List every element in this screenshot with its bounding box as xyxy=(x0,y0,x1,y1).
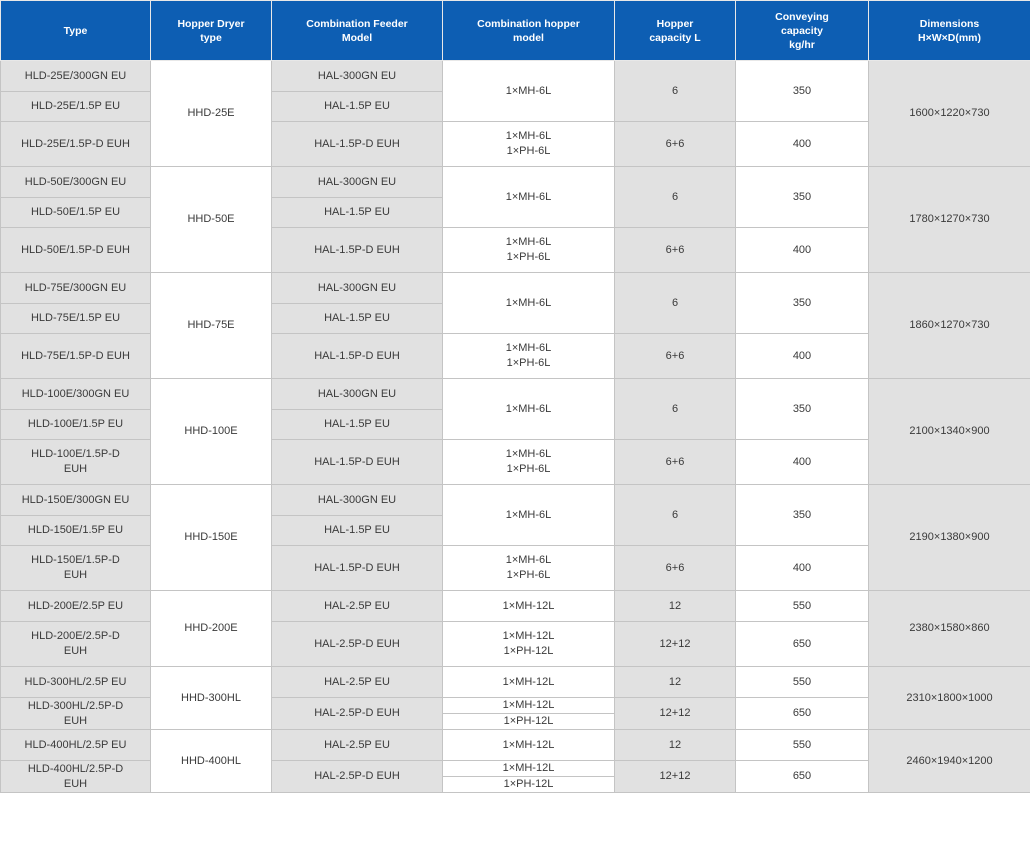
conveying-capacity-cell: 350 xyxy=(736,273,869,334)
header-hopper-capacity: Hopper capacity L xyxy=(615,1,736,61)
dimensions-cell: 1780×1270×730 xyxy=(869,167,1030,273)
hopper-model-cell: 1×MH-12L xyxy=(443,667,615,698)
feeder-model-cell: HAL-2.5P EU xyxy=(272,591,443,622)
type-cell: HLD-300HL/2.5P-D EUH xyxy=(1,698,151,730)
hopper-model-cell: 1×MH-6L xyxy=(443,379,615,440)
type-cell: HLD-25E/1.5P-D EUH xyxy=(1,122,151,167)
hopper-capacity-cell: 6+6 xyxy=(615,546,736,591)
dryer-type-cell: HHD-50E xyxy=(151,167,272,273)
conveying-capacity-cell: 400 xyxy=(736,440,869,485)
feeder-model-cell: HAL-300GN EU xyxy=(272,61,443,92)
hopper-model-cell: 1×MH-12L 1×PH-12L xyxy=(443,622,615,667)
type-cell: HLD-150E/1.5P-D EUH xyxy=(1,546,151,591)
table-row xyxy=(1,485,1030,516)
hopper-model-cell: 1×MH-6L 1×PH-6L xyxy=(443,440,615,485)
dryer-type-cell: HHD-400HL xyxy=(151,730,272,793)
hopper-model-cell: 1×MH-12L xyxy=(443,761,615,777)
conveying-capacity-cell: 350 xyxy=(736,379,869,440)
dimensions-cell: 2380×1580×860 xyxy=(869,591,1030,667)
table-row xyxy=(1,61,1030,92)
feeder-model-cell: HAL-1.5P-D EUH xyxy=(272,334,443,379)
hopper-capacity-cell: 12 xyxy=(615,730,736,761)
hopper-capacity-cell: 12+12 xyxy=(615,622,736,667)
feeder-model-cell: HAL-1.5P EU xyxy=(272,198,443,228)
type-cell: HLD-50E/1.5P-D EUH xyxy=(1,228,151,273)
hopper-capacity-cell: 6 xyxy=(615,61,736,122)
hopper-model-cell: 1×MH-6L xyxy=(443,61,615,122)
hopper-model-cell: 1×PH-12L xyxy=(443,777,615,793)
type-cell: HLD-200E/2.5P EU xyxy=(1,591,151,622)
dryer-type-cell: HHD-150E xyxy=(151,485,272,591)
dimensions-cell: 2190×1380×900 xyxy=(869,485,1030,591)
feeder-model-cell: HAL-1.5P EU xyxy=(272,304,443,334)
header-feeder-model: Combination Feeder Model xyxy=(272,1,443,61)
feeder-model-cell: HAL-300GN EU xyxy=(272,485,443,516)
feeder-model-cell: HAL-1.5P-D EUH xyxy=(272,546,443,591)
conveying-capacity-cell: 550 xyxy=(736,591,869,622)
feeder-model-cell: HAL-300GN EU xyxy=(272,167,443,198)
type-cell: HLD-75E/1.5P-D EUH xyxy=(1,334,151,379)
hopper-capacity-cell: 6+6 xyxy=(615,122,736,167)
dryer-type-cell: HHD-25E xyxy=(151,61,272,167)
hopper-capacity-cell: 12+12 xyxy=(615,698,736,730)
hopper-model-cell: 1×MH-12L xyxy=(443,698,615,714)
type-cell: HLD-400HL/2.5P EU xyxy=(1,730,151,761)
conveying-capacity-cell: 400 xyxy=(736,228,869,273)
type-cell: HLD-400HL/2.5P-D EUH xyxy=(1,761,151,793)
conveying-capacity-cell: 350 xyxy=(736,485,869,546)
dimensions-cell: 1860×1270×730 xyxy=(869,273,1030,379)
feeder-model-cell: HAL-1.5P EU xyxy=(272,516,443,546)
type-cell: HLD-100E/1.5P EU xyxy=(1,410,151,440)
hopper-model-cell: 1×PH-12L xyxy=(443,714,615,730)
conveying-capacity-cell: 650 xyxy=(736,698,869,730)
hopper-capacity-cell: 6 xyxy=(615,273,736,334)
type-cell: HLD-300HL/2.5P EU xyxy=(1,667,151,698)
hopper-model-cell: 1×MH-6L 1×PH-6L xyxy=(443,228,615,273)
dryer-type-cell: HHD-300HL xyxy=(151,667,272,730)
feeder-model-cell: HAL-2.5P-D EUH xyxy=(272,698,443,730)
dimensions-cell: 2310×1800×1000 xyxy=(869,667,1030,730)
feeder-model-cell: HAL-1.5P-D EUH xyxy=(272,440,443,485)
header-type: Type xyxy=(1,1,151,61)
feeder-model-cell: HAL-1.5P-D EUH xyxy=(272,122,443,167)
table-body xyxy=(1,61,1030,793)
type-cell: HLD-150E/1.5P EU xyxy=(1,516,151,546)
dimensions-cell: 2460×1940×1200 xyxy=(869,730,1030,793)
table-row xyxy=(1,667,1030,698)
hopper-model-cell: 1×MH-6L 1×PH-6L xyxy=(443,122,615,167)
conveying-capacity-cell: 400 xyxy=(736,334,869,379)
hopper-model-cell: 1×MH-6L xyxy=(443,273,615,334)
hopper-capacity-cell: 6+6 xyxy=(615,440,736,485)
feeder-model-cell: HAL-2.5P-D EUH xyxy=(272,761,443,793)
conveying-capacity-cell: 550 xyxy=(736,730,869,761)
conveying-capacity-cell: 550 xyxy=(736,667,869,698)
hopper-model-cell: 1×MH-12L xyxy=(443,730,615,761)
conveying-capacity-cell: 400 xyxy=(736,546,869,591)
dimensions-cell: 1600×1220×730 xyxy=(869,61,1030,167)
conveying-capacity-cell: 350 xyxy=(736,61,869,122)
header-hopper-dryer-type: Hopper Dryer type xyxy=(151,1,272,61)
feeder-model-cell: HAL-1.5P EU xyxy=(272,92,443,122)
feeder-model-cell: HAL-300GN EU xyxy=(272,273,443,304)
type-cell: HLD-50E/300GN EU xyxy=(1,167,151,198)
feeder-model-cell: HAL-2.5P EU xyxy=(272,667,443,698)
table-row xyxy=(1,167,1030,198)
type-cell: HLD-150E/300GN EU xyxy=(1,485,151,516)
conveying-capacity-cell: 350 xyxy=(736,167,869,228)
feeder-model-cell: HAL-1.5P EU xyxy=(272,410,443,440)
conveying-capacity-cell: 400 xyxy=(736,122,869,167)
type-cell: HLD-100E/1.5P-D EUH xyxy=(1,440,151,485)
hopper-capacity-cell: 6 xyxy=(615,167,736,228)
hopper-model-cell: 1×MH-6L xyxy=(443,485,615,546)
dryer-type-cell: HHD-100E xyxy=(151,379,272,485)
feeder-model-cell: HAL-300GN EU xyxy=(272,379,443,410)
dryer-type-cell: HHD-200E xyxy=(151,591,272,667)
hopper-capacity-cell: 6+6 xyxy=(615,334,736,379)
conveying-capacity-cell: 650 xyxy=(736,761,869,793)
feeder-model-cell: HAL-1.5P-D EUH xyxy=(272,228,443,273)
table-row xyxy=(1,730,1030,761)
hopper-capacity-cell: 12 xyxy=(615,667,736,698)
table-row xyxy=(1,273,1030,304)
header-dimensions: Dimensions H×W×D(mm) xyxy=(869,1,1030,61)
type-cell: HLD-200E/2.5P-D EUH xyxy=(1,622,151,667)
type-cell: HLD-75E/300GN EU xyxy=(1,273,151,304)
hopper-capacity-cell: 12 xyxy=(615,591,736,622)
hopper-capacity-cell: 6 xyxy=(615,379,736,440)
table-row xyxy=(1,379,1030,410)
feeder-model-cell: HAL-2.5P-D EUH xyxy=(272,622,443,667)
type-cell: HLD-75E/1.5P EU xyxy=(1,304,151,334)
hopper-model-cell: 1×MH-6L 1×PH-6L xyxy=(443,546,615,591)
hopper-capacity-cell: 6 xyxy=(615,485,736,546)
table-row xyxy=(1,591,1030,622)
dimensions-cell: 2100×1340×900 xyxy=(869,379,1030,485)
type-cell: HLD-25E/1.5P EU xyxy=(1,92,151,122)
type-cell: HLD-100E/300GN EU xyxy=(1,379,151,410)
header-hopper-model: Combination hopper model xyxy=(443,1,615,61)
feeder-model-cell: HAL-2.5P EU xyxy=(272,730,443,761)
hopper-model-cell: 1×MH-6L 1×PH-6L xyxy=(443,334,615,379)
type-cell: HLD-25E/300GN EU xyxy=(1,61,151,92)
hopper-capacity-cell: 6+6 xyxy=(615,228,736,273)
dryer-type-cell: HHD-75E xyxy=(151,273,272,379)
header-row xyxy=(1,1,1030,61)
hopper-model-cell: 1×MH-12L xyxy=(443,591,615,622)
hopper-model-cell: 1×MH-6L xyxy=(443,167,615,228)
conveying-capacity-cell: 650 xyxy=(736,622,869,667)
type-cell: HLD-50E/1.5P EU xyxy=(1,198,151,228)
header-conveying-capacity: Conveying capacity kg/hr xyxy=(736,1,869,61)
hopper-capacity-cell: 12+12 xyxy=(615,761,736,793)
